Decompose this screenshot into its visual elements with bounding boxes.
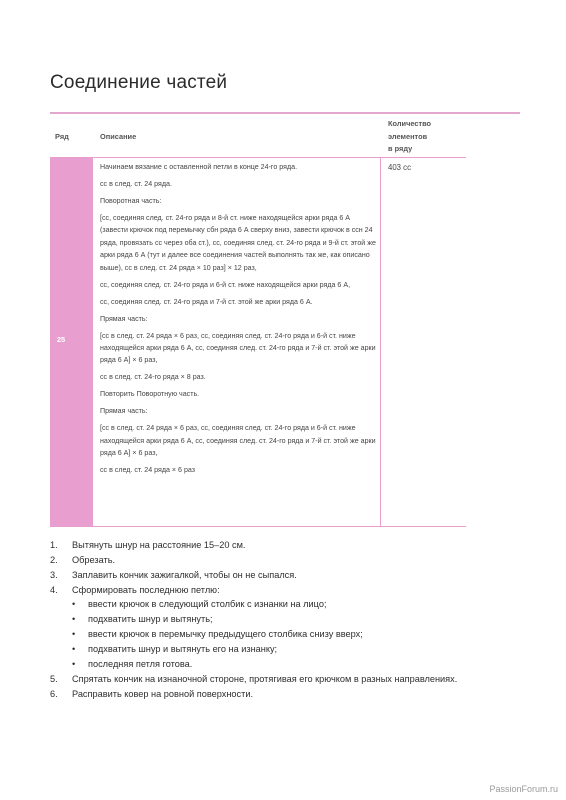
description-line: Повторить Поворотную часть. [100, 390, 200, 399]
column-divider [380, 157, 381, 527]
table-bottom-border [93, 526, 466, 527]
description-cell [100, 161, 378, 481]
list-item [50, 568, 530, 582]
bullet-icon: • [72, 614, 76, 625]
description-line: сс, соединяя след. ст. 24-го ряда и 6-й ст. ниже находящейся арки ряда 6 А, [100, 280, 351, 289]
watermark: PassionForum.ru [489, 784, 558, 794]
substep-text: ввести крючок в следующий столбик с изнанки на лицо; [88, 599, 327, 610]
step-text: Обрезать. [72, 555, 116, 565]
header-row: Ряд [55, 132, 69, 141]
step-text: Расправить ковер на ровной поверхности. [72, 689, 254, 700]
list-item [50, 583, 530, 671]
description-line: Прямая часть: [100, 314, 148, 323]
header-description: Описание [100, 132, 137, 141]
step-number: 1. [50, 540, 58, 550]
bullet-icon: • [72, 644, 76, 655]
description-line: [сс, соединяя след. ст. 24-го ряда и 8-й ст. ниже находящейся арки ряда 6 А (завести крючок под перемычку сбн ряда 6 А сверху вниз, завести крючок в ссн 24 ряда, провязать сс через оба ст.), сс, соединяя след. ст. 24-го ряда и 9-й ст. этой же арки ряда 6 А (тут и далее все соединения частей выполнять так же, как описано выше), сс в след. ст. 24 ряда × 10 раз] × 12 раз, [100, 214, 376, 272]
description-line: Прямая часть: [100, 407, 148, 416]
header-quantity-line: Количество [388, 119, 432, 128]
substeps-list [72, 597, 530, 671]
step-text: Вытянуть шнур на расстояние 15–20 см. [72, 540, 246, 550]
description-line: сс, соединяя след. ст. 24-го ряда и 7-й ст. этой же арки ряда 6 А. [100, 297, 313, 306]
header-quantity [388, 118, 458, 156]
list-item [72, 657, 530, 671]
description-line: [сс в след. ст. 24 ряда × 6 раз, сс, соединяя след. ст. 24-го ряда и 6-й ст. ниже находящейся арки ряда 6 А, сс, соединяя след. ст. 24-го ряда и 7-й ст. этой же арки ряда 6 А] × 6 раз, [100, 331, 376, 365]
row-number: 25 [56, 335, 66, 344]
quantity-value: 403 сс [388, 163, 411, 172]
step-number: 4. [50, 585, 58, 595]
step-number: 6. [50, 689, 58, 700]
description-line: сс в след. ст. 24-го ряда × 8 раз. [100, 373, 206, 382]
bullet-icon: • [72, 629, 76, 640]
substep-text: подхватить шнур и вытянуть; [88, 614, 213, 625]
description-line: сс в след. ст. 24 ряда. [100, 180, 172, 188]
list-item [50, 553, 530, 567]
header-quantity-line: в ряду [388, 144, 413, 153]
bullet-icon: • [72, 599, 76, 610]
step-text: Заплавить кончик зажигалкой, чтобы он не сыпался. [72, 570, 297, 580]
substep-text: подхватить шнур и вытянуть его на изнанку; [88, 644, 278, 655]
table-top-border [93, 157, 466, 158]
step-text: Сформировать последнюю петлю: [72, 585, 220, 595]
list-item [72, 597, 530, 611]
list-item [72, 627, 530, 641]
list-item [72, 642, 530, 656]
header-quantity-line: элементов [388, 131, 428, 141]
description-line: сс в след. ст. 24 ряда × 6 раз [100, 466, 196, 475]
description-line: Поворотная часть: [100, 197, 162, 205]
steps-list [50, 538, 530, 702]
list-item [50, 672, 530, 686]
page-title: Соединение частей [50, 72, 228, 93]
list-item [50, 538, 530, 552]
substep-text: последняя петля готова. [88, 659, 193, 670]
bullet-icon: • [72, 659, 76, 670]
description-line: [сс в след. ст. 24 ряда × 6 раз, сс, соединяя след. ст. 24-го ряда и 6-й ст. ниже находящейся арки ряда 6 А, сс, соединяя след. ст. 24-го ряда и 7-й ст. этой же арки ряда 6 А] × 6 раз, [100, 424, 376, 458]
list-item [50, 687, 530, 701]
step-number: 2. [50, 555, 58, 565]
step-text: Спрятать кончик на изнаночной стороне, протягивая его крючком в разных направлениях. [72, 674, 458, 685]
title-divider [50, 112, 520, 114]
step-number: 3. [50, 570, 58, 580]
substep-text: ввести крючок в перемычку предыдущего столбика снизу вверх; [88, 629, 363, 640]
list-item [72, 612, 530, 626]
step-number: 5. [50, 674, 58, 685]
description-line: Начинаем вязание с оставленной петли в конце 24-го ряда. [100, 163, 298, 171]
